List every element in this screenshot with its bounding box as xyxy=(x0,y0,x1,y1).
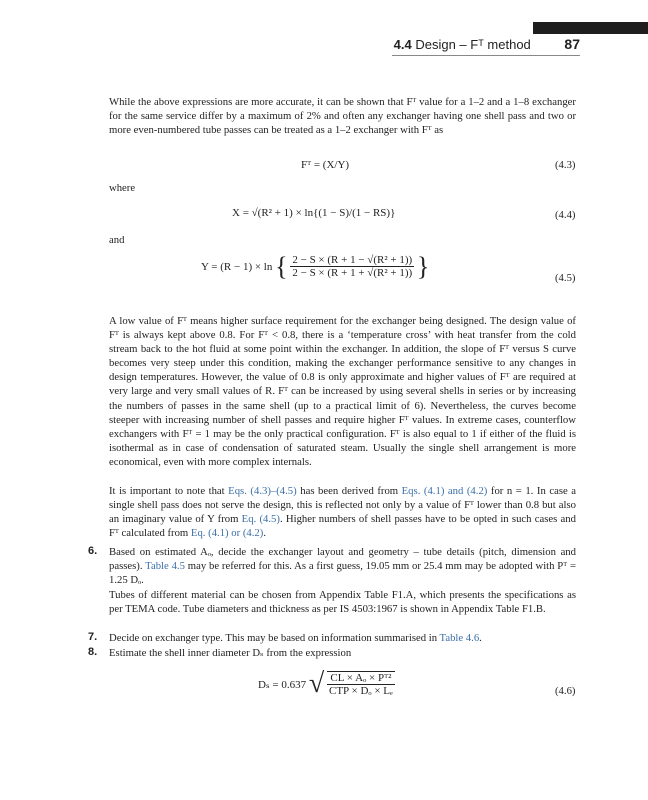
link-table-4-5[interactable]: Table 4.5 xyxy=(145,560,185,573)
section-title: Design – Fᵀ method xyxy=(415,37,531,52)
equation-4-5-fraction xyxy=(290,254,414,279)
list-number-7: 7. xyxy=(88,631,98,643)
list-item-7 xyxy=(109,631,576,645)
paragraph-low-ft: A low value of Fᵀ means higher surface requirement for the exchanger being designed. The design value of Fᵀ is always kept above 0.8. For Fᵀ < 0.8, there is a ‘temperature cross’ with heat transfer from the cold stream back to the hot fluid at some point within the exchanger. In addition, the slope of Fᵀ versus S curve becomes very steep under this condition, making the exchanger performance sensitive to any changes in design temperatures. However, the value of 0.8 is only approximate and higher values of Fᵀ are required at very large and very small values of R. Fᵀ can be increased by using several shells in series or by increasing the numbers of passes in the same shell (up to a practical limit of 6). Nevertheless, the curves become steeper with increasing number of shell passes and require higher Fᵀ values. In extreme cases, counterflow exchangers with Fᵀ = 1 may be the only practical configuration. Fᵀ is also equal to 1 if either of the fluid is isothermal as in case of condensation of saturated steam. Usually the single shell arrangement is more economical, even with more complex internals. xyxy=(109,315,576,468)
equation-number-4-6: (4.6) xyxy=(555,685,576,697)
item7-text-2: . xyxy=(479,632,482,644)
item7-text-1: Decide on exchanger type. This may be based on information summarised in xyxy=(109,632,440,644)
equation-4-6-lhs: Dₛ = 0.637 xyxy=(258,678,307,691)
note-text-5: . xyxy=(263,527,267,540)
equation-4-4: X = √(R² + 1) × ln{(1 − S)/(1 − RS)} xyxy=(232,207,396,219)
list-number-6: 6. xyxy=(88,545,98,557)
list-item-6 xyxy=(109,545,576,587)
right-brace: } xyxy=(416,251,430,281)
note-text-4: . Higher numbers of shell passes have to be opted in such cases and Fᵀ calculated from xyxy=(109,513,576,540)
where-label: where xyxy=(109,182,136,194)
running-header xyxy=(394,36,580,52)
note-text-3: for n = 1. In case a single shell pass does not serve the design, this is reflected not only by a value of Fᵀ lower than 0.8 but also an imaginary value of Y from xyxy=(109,485,576,526)
equation-4-5-numerator: 2 − S × (R + 1 − √(R² + 1)) xyxy=(292,254,413,266)
header-bar-decoration xyxy=(533,22,648,34)
header-rule xyxy=(392,55,580,56)
equation-4-5-lhs: Y = (R − 1) × ln xyxy=(201,260,273,273)
equation-4-6-denominator: CTP × Dₒ × Lₑ xyxy=(328,685,393,697)
list-number-8: 8. xyxy=(88,646,98,658)
equation-4-6 xyxy=(258,670,395,698)
note-text-1: It is important to note that xyxy=(109,485,229,497)
list-item-6-tubes: Tubes of different material can be chosen from Appendix Table F1.A, which presents the specifications as per TEMA code. Tube diameters and thickness as per IS 4503:1967 is shown in Appendix Table F1.B. xyxy=(109,589,576,616)
sqrt-icon: √ xyxy=(308,668,325,699)
equation-4-5-denominator: 2 − S × (R + 1 + √(R² + 1)) xyxy=(292,267,413,279)
list-item-8: Estimate the shell inner diameter Dₛ from the expression xyxy=(109,647,352,659)
link-eq-4-5[interactable]: Eq. (4.5) xyxy=(241,513,280,526)
item6-text-1: Based on estimated Aₒ, decide the exchanger layout and geometry – tube details (pitch, dimension and passes). xyxy=(109,546,576,573)
equation-number-4-4: (4.4) xyxy=(555,209,576,221)
equation-number-4-3: (4.3) xyxy=(555,159,576,171)
link-eqs-4-3-4-5[interactable]: Eqs. (4.3)–(4.5) xyxy=(228,485,297,497)
link-eq-4-1-or-4-2[interactable]: Eq. (4.1) or (4.2) xyxy=(190,527,264,540)
equation-4-6-numerator: CL × Aₒ × Pᵀ² xyxy=(327,672,395,685)
equation-number-4-5: (4.5) xyxy=(555,272,576,284)
note-text-2: has been derived from xyxy=(296,485,402,497)
left-brace: { xyxy=(275,251,288,281)
and-label: and xyxy=(109,234,125,246)
section-number: 4.4 xyxy=(393,37,412,52)
equation-4-3: Fᵀ = (X/Y) xyxy=(301,159,350,171)
link-eqs-4-1-4-2[interactable]: Eqs. (4.1) and (4.2) xyxy=(401,485,488,497)
equation-4-6-fraction xyxy=(327,671,395,697)
equation-4-5 xyxy=(201,251,430,281)
item6-text-2: may be referred for this. As a first guess, 19.05 mm or 25.4 mm may be adopted with Pᵀ = 1.25 Dₒ. xyxy=(109,560,576,587)
intro-paragraph: While the above expressions are more accurate, it can be shown that Fᵀ value for a 1–2 and a 1–8 exchanger for the same service differ by a maximum of 2% and often any exchanger having one shell pass and two or more even-numbered tube passes can be treated as a 1–2 exchanger with Fᵀ as xyxy=(109,96,576,137)
page-number: 87 xyxy=(564,36,580,52)
paragraph-note xyxy=(109,484,576,540)
link-table-4-6[interactable]: Table 4.6 xyxy=(439,632,480,644)
